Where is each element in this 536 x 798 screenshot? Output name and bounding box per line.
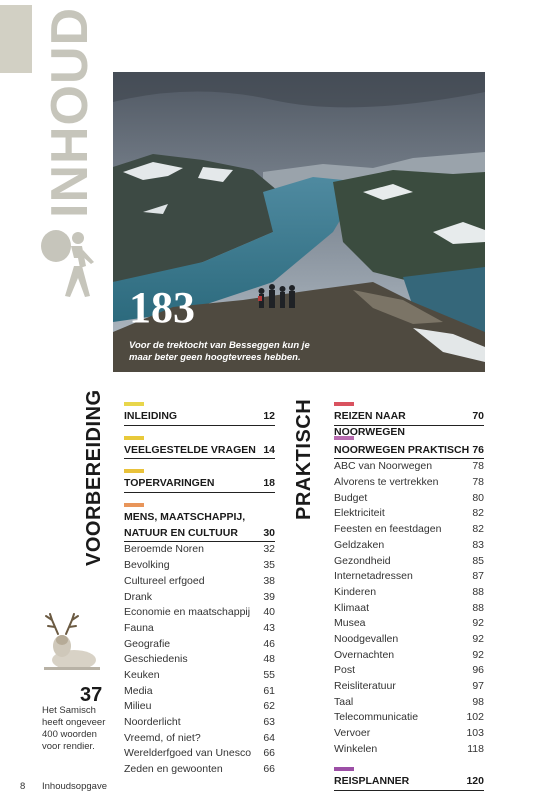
toc-item-page: 64 xyxy=(263,731,275,744)
toc-item-label: Bevolking xyxy=(124,559,170,572)
section-label-praktisch: PRAKTISCH xyxy=(293,398,315,520)
toc-item[interactable] xyxy=(334,538,484,554)
toc-item[interactable] xyxy=(124,637,275,653)
fact-text: Het Samisch heeft ongeveer 400 woorden voor rendier. xyxy=(42,705,106,752)
toc-items xyxy=(334,459,484,757)
toc-item[interactable] xyxy=(334,695,484,711)
hiker-icon xyxy=(38,228,98,300)
toc-item[interactable] xyxy=(124,558,275,574)
toc-heading-label: VEELGESTELDE VRAGEN xyxy=(124,443,256,456)
toc-item[interactable] xyxy=(124,684,275,700)
toc-item-label: Fauna xyxy=(124,621,154,634)
toc-item[interactable] xyxy=(124,605,275,621)
toc-item-label: Kinderen xyxy=(334,585,377,598)
toc-item[interactable] xyxy=(334,585,484,601)
toc-item[interactable] xyxy=(334,726,484,742)
hero-photo xyxy=(113,72,485,372)
toc-item[interactable] xyxy=(124,574,275,590)
toc-item-label: Telecommunicatie xyxy=(334,711,419,724)
toc-heading-page: 70 xyxy=(472,410,484,422)
toc-item[interactable] xyxy=(334,679,484,695)
toc-item[interactable] xyxy=(334,569,484,585)
toc-heading-label: INLEIDING xyxy=(124,410,178,422)
toc-item-page: 62 xyxy=(263,700,275,713)
toc-item-label: Vervoer xyxy=(334,727,371,740)
toc-item-page: 80 xyxy=(472,491,484,504)
toc-item-page: 98 xyxy=(472,695,484,708)
toc-item[interactable] xyxy=(334,663,484,679)
color-bar xyxy=(124,436,144,440)
toc-item-page: 103 xyxy=(466,727,484,740)
toc-item-page: 97 xyxy=(472,680,484,692)
footer-page-number: 8 xyxy=(20,781,26,792)
toc-item-label: Musea xyxy=(334,617,366,630)
photo-caption: Voor de trektocht van Besseggen kun je maar beter geen hoogtevrees hebben. xyxy=(129,340,310,363)
toc-item-page: 35 xyxy=(263,559,275,572)
toc-item-label: Geldzaken xyxy=(334,538,385,551)
toc-item[interactable] xyxy=(334,554,484,570)
color-bar xyxy=(124,503,144,507)
toc-item-label: Drank xyxy=(124,590,153,603)
toc-item-label: Zeden en gewoonten xyxy=(124,763,223,776)
fact-page-number: 37 xyxy=(80,684,103,706)
toc-item-label: Geografie xyxy=(124,637,171,650)
toc-item[interactable] xyxy=(124,699,275,715)
toc-item-page: 83 xyxy=(472,538,484,551)
toc-item-page: 39 xyxy=(263,590,275,603)
toc-item-page: 85 xyxy=(472,554,484,567)
toc-item[interactable] xyxy=(334,710,484,726)
toc-item[interactable] xyxy=(124,542,275,558)
section-label-voorbereiding: VOORBEREIDING xyxy=(83,389,105,566)
toc-item-page: 118 xyxy=(467,742,484,755)
toc-heading[interactable] xyxy=(124,510,275,526)
photo-page-number: 183 xyxy=(129,283,195,332)
toc-item-page: 92 xyxy=(472,648,484,661)
toc-group xyxy=(124,469,275,493)
toc-left xyxy=(124,402,275,788)
toc-item-page: 102 xyxy=(466,711,484,724)
toc-item-label: Milieu xyxy=(124,700,152,713)
toc-item-page: 55 xyxy=(263,668,275,681)
toc-heading[interactable] xyxy=(334,774,484,790)
toc-heading-page: 76 xyxy=(472,443,484,456)
toc-item[interactable] xyxy=(334,475,484,491)
toc-right xyxy=(334,402,484,798)
toc-item-page: 92 xyxy=(472,632,484,645)
toc-group xyxy=(124,436,275,460)
toc-item[interactable] xyxy=(124,715,275,731)
toc-item[interactable] xyxy=(124,746,275,762)
toc-item-label: Werelderfgoed van Unesco xyxy=(124,747,252,760)
toc-item-page: 63 xyxy=(263,716,275,728)
toc-item-label: Beroemde Noren xyxy=(124,543,204,556)
toc-group xyxy=(124,402,275,426)
toc-heading-label: TOPERVARINGEN xyxy=(124,477,215,490)
toc-item-label: Post xyxy=(334,664,356,677)
toc-item-page: 46 xyxy=(263,637,275,650)
toc-item-page: 88 xyxy=(472,585,484,598)
toc-group xyxy=(334,436,484,758)
toc-heading-label: REISPLANNER xyxy=(334,775,410,788)
toc-heading-page: 14 xyxy=(263,443,275,456)
toc-heading-page: 12 xyxy=(263,410,275,422)
divider xyxy=(124,492,275,493)
toc-items xyxy=(124,542,275,777)
toc-heading[interactable] xyxy=(334,409,484,438)
toc-item[interactable] xyxy=(124,652,275,668)
toc-heading-line2[interactable] xyxy=(124,526,275,542)
reindeer-illustration xyxy=(36,612,102,676)
toc-item-label: Internetadressen xyxy=(334,570,413,583)
toc-group xyxy=(334,767,484,791)
toc-item-label: Taal xyxy=(334,695,354,708)
toc-item[interactable] xyxy=(124,668,275,684)
toc-item-label: Overnachten xyxy=(334,648,395,661)
toc-item[interactable] xyxy=(334,601,484,617)
divider xyxy=(334,790,484,791)
toc-item[interactable] xyxy=(124,762,275,778)
toc-item[interactable] xyxy=(334,459,484,475)
toc-heading-label: NATUUR EN CULTUUR xyxy=(124,526,238,539)
toc-item[interactable] xyxy=(334,742,484,758)
toc-item-page: 92 xyxy=(472,617,484,630)
footer-label: Inhoudsopgave xyxy=(42,781,107,792)
toc-item-page: 61 xyxy=(263,684,275,697)
toc-item-label: Klimaat xyxy=(334,601,370,614)
toc-heading-label: MENS, MAATSCHAPPIJ, xyxy=(124,511,246,524)
toc-item[interactable] xyxy=(124,621,275,637)
toc-item-page: 66 xyxy=(263,747,275,760)
toc-item-label: Keuken xyxy=(124,668,160,681)
color-bar xyxy=(334,402,354,406)
toc-item-page: 82 xyxy=(472,507,484,520)
toc-heading-page: 18 xyxy=(263,477,275,490)
toc-item[interactable] xyxy=(334,491,484,507)
toc-item[interactable] xyxy=(124,731,275,747)
color-bar xyxy=(124,402,144,406)
toc-item-label: Winkelen xyxy=(334,742,378,755)
page-title: INHOUD xyxy=(41,6,99,218)
toc-heading[interactable] xyxy=(124,443,275,459)
toc-item-page: 78 xyxy=(472,460,484,473)
toc-item-label: Gezondheid xyxy=(334,554,391,567)
toc-item[interactable] xyxy=(124,590,275,606)
toc-item-label: Budget xyxy=(334,491,368,504)
toc-heading-page: 120 xyxy=(466,775,484,788)
toc-item-page: 82 xyxy=(472,523,484,536)
toc-item-label: Cultureel erfgoed xyxy=(124,574,205,587)
toc-item-label: Vreemd, of niet? xyxy=(124,731,201,744)
toc-item-page: 48 xyxy=(263,653,275,666)
toc-item-label: Media xyxy=(124,684,153,697)
toc-heading-page: 30 xyxy=(263,526,275,539)
toc-item-label: Noorderlicht xyxy=(124,716,181,728)
toc-item-page: 96 xyxy=(472,664,484,677)
divider xyxy=(124,425,275,426)
toc-heading[interactable] xyxy=(124,409,275,425)
toc-heading[interactable] xyxy=(124,476,275,492)
toc-item-page: 40 xyxy=(263,606,275,619)
toc-item-page: 32 xyxy=(263,543,275,556)
toc-heading-label: REIZEN NAAR NOORWEGEN xyxy=(334,410,406,438)
toc-item-label: Elektriciteit xyxy=(334,507,385,520)
color-bar xyxy=(124,469,144,473)
toc-item-label: Economie en maatschappij xyxy=(124,606,251,619)
toc-item-page: 43 xyxy=(263,621,275,634)
toc-item-label: Alvorens te vertrekken xyxy=(334,476,439,489)
toc-group xyxy=(334,402,484,438)
toc-item-page: 87 xyxy=(472,570,484,583)
color-bar xyxy=(334,767,354,771)
toc-item-label: ABC van Noorwegen xyxy=(334,460,433,473)
toc-item-label: Reisliteratuur xyxy=(334,680,396,692)
toc-item-page: 38 xyxy=(263,574,275,587)
toc-item-label: Geschiedenis xyxy=(124,653,188,666)
toc-item-label: Noodgevallen xyxy=(334,632,399,645)
toc-heading-label: NOORWEGEN PRAKTISCH xyxy=(334,443,470,456)
header-tab-block xyxy=(0,5,32,73)
toc-item-page: 78 xyxy=(472,476,484,489)
toc-item-label: Feesten en feestdagen xyxy=(334,523,442,536)
toc-item[interactable] xyxy=(334,632,484,648)
toc-group xyxy=(124,503,275,778)
toc-item[interactable] xyxy=(334,648,484,664)
toc-item-page: 66 xyxy=(263,763,275,776)
toc-item-page: 88 xyxy=(472,601,484,614)
toc-heading[interactable] xyxy=(334,443,484,459)
divider xyxy=(124,458,275,459)
toc-item[interactable] xyxy=(334,506,484,522)
toc-item[interactable] xyxy=(334,616,484,632)
toc-item[interactable] xyxy=(334,522,484,538)
